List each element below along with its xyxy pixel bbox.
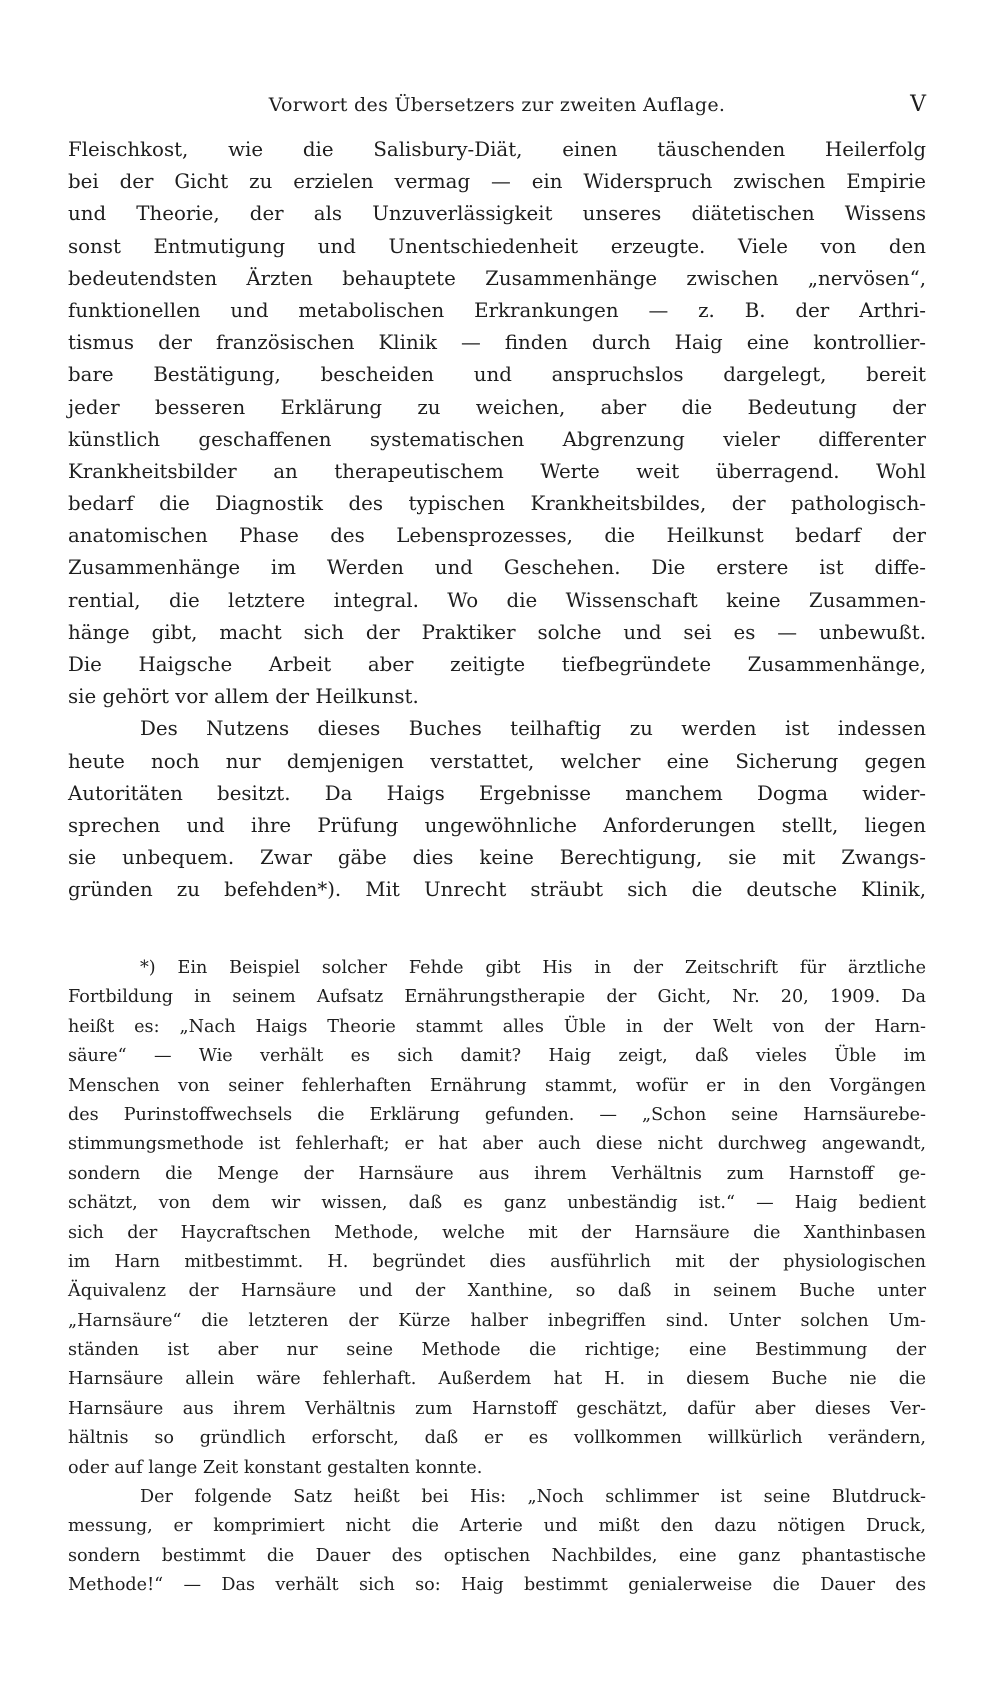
footnote-paragraph-start-line: Der folgende Satz heißt bei His: „Noch schlimmer ist seine Blutdruck-	[140, 1487, 926, 1508]
text-line: anatomischen Phase des Lebensprozesses, die Heilkunst bedarf der	[68, 524, 926, 548]
text-line: sie unbequem. Zwar gäbe dies keine Berechtigung, sie mit Zwangs-	[68, 846, 926, 870]
footnote-line: Methode!“ — Das verhält sich so: Haig bestimmt genialerweise die Dauer des	[68, 1575, 926, 1596]
footnote-line: sondern bestimmt die Dauer des optischen Nachbildes, eine ganz phantastische	[68, 1545, 926, 1566]
footnote-divider	[68, 936, 128, 937]
running-header	[68, 88, 926, 122]
footnote-line: sich der Haycraftschen Methode, welche mit der Harnsäure die Xanthinbasen	[68, 1222, 926, 1243]
footnote-line: säure“ — Wie verhält es sich damit? Haig zeigt, daß vieles Üble im	[68, 1046, 926, 1067]
footnote-line: Menschen von seiner fehlerhaften Ernährung stammt, wofür er in den Vorgängen	[68, 1075, 926, 1096]
text-line: Krankheitsbilder an therapeutischem Werte weit überragend. Wohl	[68, 459, 926, 483]
text-line: heute noch nur demjenigen verstattet, welcher eine Sicherung gegen	[68, 749, 926, 773]
footnote-line: sondern die Menge der Harnsäure aus ihrem Verhältnis zum Harnstoff ge-	[68, 1163, 926, 1184]
footnote-line: des Purinstoffwechsels die Erklärung gefunden. — „Schon seine Harnsäurebe-	[68, 1104, 926, 1125]
text-line: sie gehört vor allem der Heilkunst.	[68, 685, 419, 709]
text-line: tismus der französischen Klinik — finden durch Haig eine kontrollier-	[68, 331, 926, 355]
text-line: Die Haigsche Arbeit aber zeitigte tiefbegründete Zusammenhänge,	[68, 653, 926, 676]
text-line: sprechen und ihre Prüfung ungewöhnliche Anforderungen stellt, liegen	[68, 813, 926, 837]
text-line: funktionellen und metabolischen Erkrankungen — z. B. der Arthri-	[68, 298, 926, 322]
main-text	[68, 134, 926, 907]
footnote-line: stimmungsmethode ist fehlerhaft; er hat aber auch diese nicht durchweg angewandt,	[68, 1134, 926, 1155]
footnote-line: Fortbildung in seinem Aufsatz Ernährungstherapie der Gicht, Nr. 20, 1909. Da	[68, 987, 926, 1008]
text-line: rential, die letztere integral. Wo die Wissenschaft keine Zusammen-	[68, 588, 926, 612]
page-number: V	[910, 92, 926, 117]
footnote-line: im Harn mitbestimmt. H. begründet dies ausführlich mit der physiologischen	[68, 1251, 926, 1272]
footnote-line: Harnsäure allein wäre fehlerhaft. Außerdem hat H. in diesem Buche nie die	[68, 1369, 926, 1390]
text-line: gründen zu befehden*). Mit Unrecht sträubt sich die deutsche Klinik,	[68, 878, 926, 902]
footnote-line: heißt es: „Nach Haigs Theorie stammt alles Üble in der Welt von der Harn-	[68, 1016, 926, 1037]
text-line: bare Bestätigung, bescheiden und anspruchslos dargelegt, bereit	[68, 363, 926, 387]
footnote-line: Äquivalenz der Harnsäure und der Xanthine, so daß in seinem Buche unter	[68, 1281, 926, 1302]
text-line: Zusammenhänge im Werden und Geschehen. Die erstere ist diffe-	[68, 556, 926, 580]
footnote-line: messung, er komprimiert nicht die Arterie und mißt den dazu nötigen Druck,	[68, 1516, 926, 1537]
footnote-line: *) Ein Beispiel solcher Fehde gibt His in der Zeitschrift für ärztliche	[140, 958, 926, 978]
paragraph-start-line: Des Nutzens dieses Buches teilhaftig zu werden ist indessen	[140, 717, 926, 741]
footnote-line: oder auf lange Zeit konstant gestalten konnte.	[68, 1457, 483, 1478]
text-line: jeder besseren Erklärung zu weichen, aber die Bedeutung der	[68, 395, 926, 419]
text-line: bedarf die Diagnostik des typischen Krankheitsbildes, der pathologisch-	[68, 492, 926, 516]
footnote-line: Harnsäure aus ihrem Verhältnis zum Harnstoff geschätzt, dafür aber dieses Ver-	[68, 1398, 926, 1419]
text-line: hänge gibt, macht sich der Praktiker solche und sei es — unbewußt.	[68, 620, 926, 644]
text-line: künstlich geschaffenen systematischen Abgrenzung vieler differenter	[68, 427, 926, 451]
footnote-line: schätzt, von dem wir wissen, daß es ganz unbeständig ist.“ — Haig bedient	[68, 1193, 926, 1214]
text-line: bei der Gicht zu erzielen vermag — ein Widerspruch zwischen Empirie	[68, 170, 926, 194]
footnote	[68, 954, 926, 1601]
text-line: bedeutendsten Ärzten behauptete Zusammenhänge zwischen „nervösen“,	[68, 266, 926, 290]
footnote-line: hältnis so gründlich erforscht, daß er es vollkommen willkürlich verändern,	[68, 1428, 926, 1449]
footnote-line: ständen ist aber nur seine Methode die richtige; eine Bestimmung der	[68, 1340, 926, 1361]
text-line: sonst Entmutigung und Unentschiedenheit erzeugte. Viele von den	[68, 234, 926, 258]
text-line: Autoritäten besitzt. Da Haigs Ergebnisse manchem Dogma wider-	[68, 781, 926, 805]
text-line: und Theorie, der als Unzuverlässigkeit unseres diätetischen Wissens	[68, 202, 926, 226]
text-line: Fleischkost, wie die Salisbury-Diät, einen täuschenden Heilerfolg	[68, 138, 926, 161]
header-title: Vorwort des Übersetzers zur zweiten Auflage.	[268, 94, 726, 116]
footnote-line: „Harnsäure“ die letzteren der Kürze halber inbegriffen sind. Unter solchen Um-	[68, 1310, 926, 1331]
